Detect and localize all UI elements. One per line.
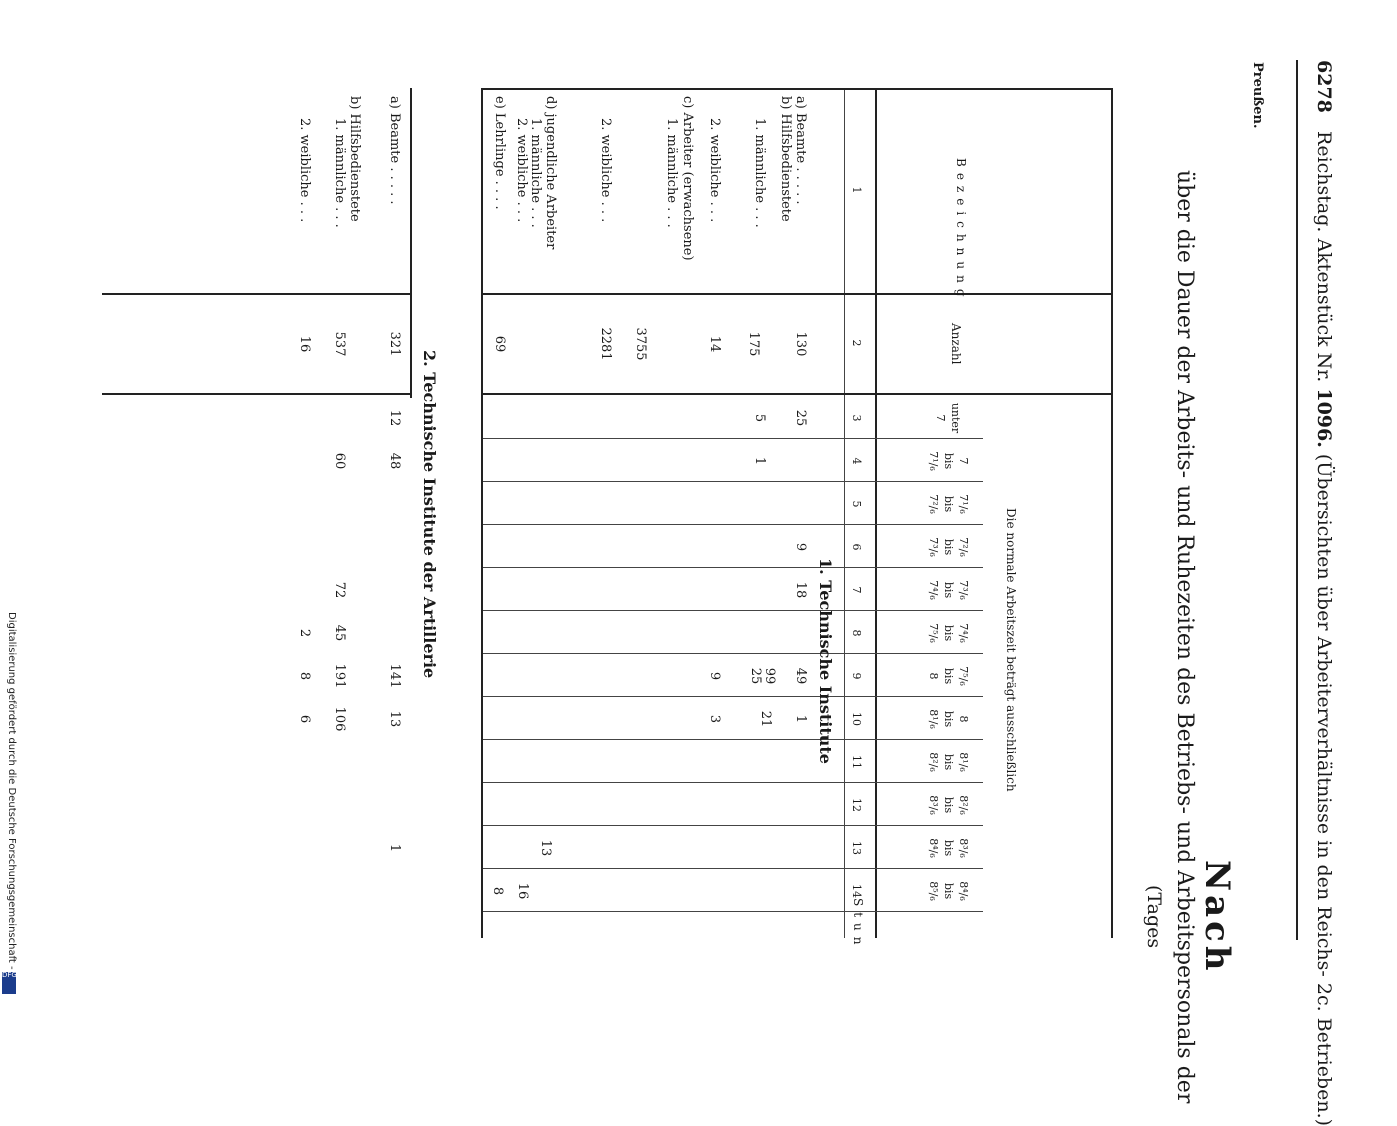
doc-number: 1096. xyxy=(1313,388,1335,448)
table-bottom-rule xyxy=(481,88,483,938)
data-cell: 9 xyxy=(793,542,808,552)
column-number: 9 xyxy=(850,672,863,680)
col-header-hours-group: Die normale Arbeitszeit beträgt ausschließlich xyxy=(1004,508,1018,792)
data-cell: 25 xyxy=(793,409,808,427)
hour-range-header: 8¹/₆ bis 8²/₆ xyxy=(927,752,970,772)
header-bottom-rule xyxy=(875,88,877,938)
column-number: 14 xyxy=(850,884,863,898)
row-label: e) Lehrlinge . . . . xyxy=(492,96,507,210)
section-title: 2. Technische Institute der Artillerie xyxy=(420,350,439,679)
row-label: 2. weibliche . . . xyxy=(707,118,722,223)
row-label: 1. männliche . . . xyxy=(752,118,767,228)
row-label: b) Hilfsbedienstete xyxy=(778,96,793,222)
running-title: Reichstag. Aktenstück Nr. xyxy=(1313,131,1335,383)
data-cell: 141 xyxy=(387,663,402,689)
title-sub: über die Dauer der Arbeits- und Ruhezeiten des Betriebs- und Arbeitspersonals der xyxy=(1172,170,1197,1104)
column-number: 2 xyxy=(850,339,863,347)
title-main: Nach xyxy=(1197,860,1237,975)
data-cell: 49 xyxy=(793,667,808,685)
col-sep xyxy=(483,524,983,525)
col-header-count: Anzahl xyxy=(949,323,963,365)
table-top-rule xyxy=(1111,88,1113,938)
col-sep xyxy=(483,481,983,482)
section2-top-rule xyxy=(410,88,412,398)
data-cell: 1 xyxy=(387,843,402,853)
column-number: 13 xyxy=(850,841,863,855)
hour-range-header: 7 bis 7¹/₆ xyxy=(927,451,970,471)
header-rule xyxy=(1296,60,1298,940)
row-count: 3755 xyxy=(633,327,648,361)
hour-range-header: unter 7 xyxy=(934,402,962,434)
column-number: 1 xyxy=(850,186,863,194)
row-label: 2. weibliche . . . xyxy=(514,118,529,223)
col-sep-count xyxy=(481,393,1113,395)
state-label: Preußen. xyxy=(1250,62,1265,129)
col-sep-designation xyxy=(102,293,412,295)
data-cell: 6 xyxy=(297,714,312,724)
data-cell: 9 xyxy=(707,671,722,681)
row-label: d) jugendliche Arbeiter xyxy=(543,96,558,250)
data-cell: 16 xyxy=(515,882,530,900)
col-sep xyxy=(483,911,983,912)
column-number: 10 xyxy=(850,712,863,726)
row-label: c) Arbeiter (erwachsene) xyxy=(680,96,695,261)
data-cell: 72 xyxy=(332,581,347,599)
section-title: 1. Technische Institute xyxy=(816,558,835,764)
hour-range-header: 8 bis 8¹/₆ xyxy=(927,709,970,729)
col-sep xyxy=(483,825,983,826)
row-count: 2281 xyxy=(598,327,613,361)
data-cell: 5 xyxy=(752,413,767,423)
col-sep xyxy=(483,567,983,568)
column-number: 3 xyxy=(850,414,863,422)
hour-range-header: 7⁴/₆ bis 7⁵/₆ xyxy=(927,623,970,643)
col-sep xyxy=(483,696,983,697)
col-border-left xyxy=(481,88,1113,90)
page-number: 6278 xyxy=(1313,60,1335,113)
column-number: 6 xyxy=(850,543,863,551)
running-header xyxy=(1313,60,1335,1126)
column-number: 5 xyxy=(850,500,863,508)
col-sep-designation xyxy=(481,293,1113,295)
row-count: 537 xyxy=(332,331,347,357)
row-label: a) Beamte . . . . . xyxy=(387,96,402,205)
column-number: 4 xyxy=(850,457,863,465)
hour-range-header: 7¹/₆ bis 7²/₆ xyxy=(927,494,970,514)
col-sep xyxy=(483,653,983,654)
col-sep xyxy=(483,739,983,740)
data-table xyxy=(478,88,1113,951)
col-header-designation: Bezeichnung xyxy=(954,158,968,303)
data-cell: 48 xyxy=(387,452,402,470)
hour-range-header: 8²/₆ bis 8³/₆ xyxy=(927,795,970,815)
row-label: 1. männliche . . . xyxy=(332,118,347,228)
col-sep xyxy=(483,610,983,611)
hour-range-header: 7²/₆ bis 7³/₆ xyxy=(927,537,970,557)
row-label: a) Beamte . . . . . xyxy=(793,96,808,205)
hour-range-header: 8³/₆ bis 8⁴/₆ xyxy=(927,838,970,858)
column-number: 12 xyxy=(850,798,863,812)
row-label: 2. weibliche . . . xyxy=(598,118,613,223)
data-cell: 1 xyxy=(793,714,808,724)
data-cell: 8 xyxy=(297,671,312,681)
row-count: 175 xyxy=(746,331,761,357)
col-header-hours-unit: Stun xyxy=(851,898,865,951)
row-label: 1. männliche . . . xyxy=(528,118,543,228)
row-count: 16 xyxy=(297,335,312,353)
funding-note: Digitalisierung gefördert durch die Deutsche Forschungsgemeinschaft - xyxy=(6,612,17,970)
row-count: 321 xyxy=(387,331,402,357)
column-number: 7 xyxy=(850,586,863,594)
data-cell: 106 xyxy=(332,706,347,732)
data-cell: 25 xyxy=(748,667,763,685)
data-cell: 45 xyxy=(332,624,347,642)
col-sep-count xyxy=(102,393,412,395)
data-cell: 8 xyxy=(490,886,505,896)
data-cell: 13 xyxy=(538,839,553,857)
data-cell: 12 xyxy=(387,409,402,427)
row-count: 69 xyxy=(492,335,507,353)
hour-range-header: 7³/₆ bis 7⁴/₆ xyxy=(927,580,970,600)
hour-range-header: 8⁴/₆ bis 8⁵/₆ xyxy=(927,881,970,901)
data-cell: 18 xyxy=(793,581,808,599)
data-cell: 191 xyxy=(332,663,347,689)
subject-line: (Übersichten über Arbeiterverhältnisse in den Reichs- 2c. Betrieben.) xyxy=(1313,453,1335,1126)
dfg-logo-icon: DFG xyxy=(2,972,16,994)
data-cell: 3 xyxy=(707,714,722,724)
data-cell: 13 xyxy=(387,710,402,728)
col-sep xyxy=(483,438,983,439)
data-cell: 21 xyxy=(758,710,773,728)
data-cell: 60 xyxy=(332,452,347,470)
row-label: 2. weibliche . . . xyxy=(297,118,312,223)
row-count: 14 xyxy=(707,335,722,353)
column-number: 11 xyxy=(850,755,863,769)
data-table-section2 xyxy=(92,88,412,938)
row-label: 1. männliche . . . xyxy=(664,118,679,228)
data-cell: 2 xyxy=(297,628,312,638)
column-number: 8 xyxy=(850,629,863,637)
hour-range-header: 7⁵/₆ bis 8 xyxy=(927,666,970,686)
row-count: 130 xyxy=(793,331,808,357)
row-label: b) Hilfsbedienstete xyxy=(347,96,362,222)
col-sep xyxy=(483,868,983,869)
title-paren: (Tages xyxy=(1143,885,1165,949)
colnum-rule xyxy=(844,88,845,938)
col-sep xyxy=(483,782,983,783)
data-cell: 1 xyxy=(752,456,767,466)
data-cell: 99 xyxy=(762,667,777,685)
